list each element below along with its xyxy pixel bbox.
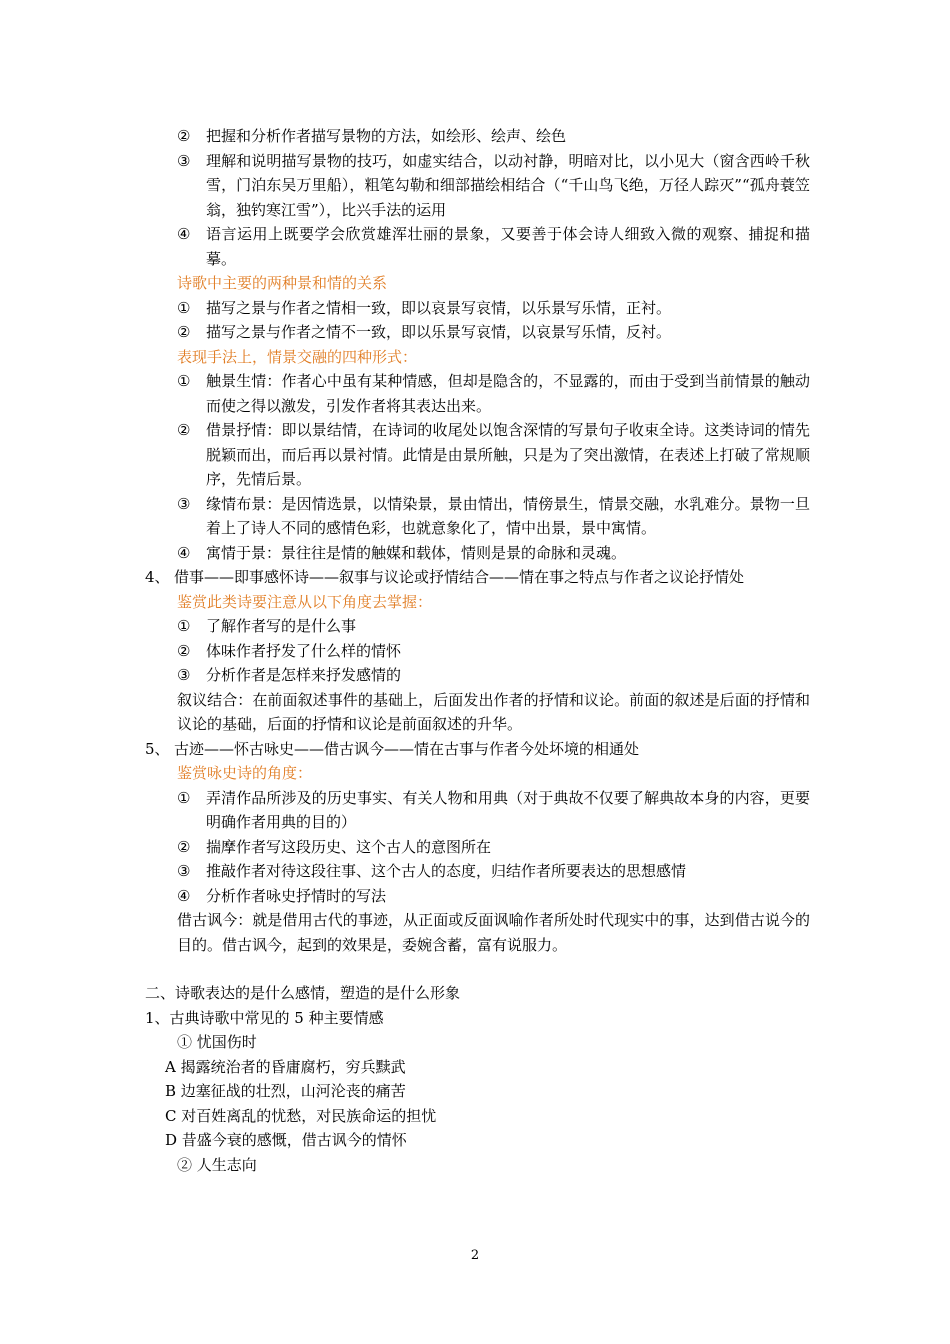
item-number: ②	[177, 641, 191, 660]
item-text: 寓情于景：景往往是情的触媒和载体，情则是景的命脉和灵魂。	[206, 543, 627, 562]
section-title: 借事——即事感怀诗——叙事与议论或抒情结合——情在事之特点与作者之议论抒情处	[174, 568, 745, 586]
item-text: 推敲作者对待这段往事、这个古人的态度，归结作者所要表达的思想感情	[206, 862, 687, 880]
list-item	[145, 614, 810, 639]
section-number: 5、	[145, 739, 170, 758]
list-item	[145, 492, 810, 541]
letter-item: A 揭露统治者的昏庸腐朽，穷兵黩武	[165, 1057, 406, 1076]
letter-item: D 昔盛今衰的感慨，借古讽今的情怀	[165, 1131, 407, 1149]
item-text: 触景生情：作者心中虽有某种情感，但却是隐含的，不显露的，而由于受到当前情景的触动而使之得以激发，引发作者将其表达出来。	[206, 372, 810, 415]
list-item	[145, 320, 810, 345]
letter-item: C 对百姓离乱的忧愁，对民族命运的担忧	[165, 1106, 437, 1125]
item-number: ④	[177, 225, 191, 243]
list-item	[145, 149, 810, 223]
item-text: 揣摩作者写这段历史、这个古人的意图所在	[206, 837, 492, 856]
item-text: 描写之景与作者之情相一致，即以哀景写哀情，以乐景写乐情，正衬。	[206, 298, 672, 317]
item-number: ③	[177, 862, 191, 880]
item-text: 体味作者抒发了什么样的情怀	[206, 641, 402, 660]
page-content	[145, 124, 810, 1177]
item-number: ②	[177, 421, 191, 439]
list-item	[145, 296, 810, 321]
item-text: 理解和说明描写景物的技巧，如虚实结合，以动衬静，明暗对比，以小见大（窗含西岭千秋雪，门泊东吴万里船），粗笔勾勒和细部描绘相结合（“千山鸟飞绝，万径人踪灭”“孤舟蓑笠翁，独钓寒江雪”），比兴手法的运用	[206, 151, 810, 219]
page-number: 2	[470, 1248, 480, 1263]
subheading-scene-emotion-relation: 诗歌中主要的两种景和情的关系	[177, 274, 388, 292]
item-text: 借景抒情：即以景结情，在诗词的收尾处以饱含深情的写景句子收束全诗。这类诗词的情先脱颖而出，而后再以景衬情。此情是由景所触，只是为了突出激情，在表述上打破了常规顺序，先情后景。	[206, 421, 810, 488]
item-number: ③	[177, 494, 191, 513]
list-item	[145, 663, 810, 688]
item-number: ④	[177, 543, 191, 562]
subheading-history-poems: 鉴赏咏史诗的角度：	[177, 764, 313, 782]
list-item	[145, 639, 810, 664]
section-title: 古迹——怀古咏史——借古讽今——情在古事与作者今处坏境的相通处	[174, 739, 640, 758]
list-item	[145, 369, 810, 418]
list-item	[145, 124, 810, 149]
category-title: ① 忧国伤时	[177, 1033, 257, 1051]
item-number: ①	[177, 372, 191, 390]
subsection-title: 1、古典诗歌中常见的 5 种主要情感	[145, 1008, 384, 1027]
item-number: ②	[177, 127, 191, 145]
subheading-four-forms: 表现手法上，情景交融的四种形式：	[177, 347, 418, 366]
letter-item: B 边塞征战的壮烈，山河沦丧的痛苦	[165, 1082, 406, 1100]
subheading-appreciation: 鉴赏此类诗要注意从以下角度去掌握：	[177, 592, 433, 611]
section-number: 4、	[145, 568, 170, 586]
section-title-2: 二、诗歌表达的是什么感情，塑造的是什么形象	[145, 984, 461, 1002]
item-number: ②	[177, 323, 191, 341]
item-number: ③	[177, 151, 191, 170]
category-title: ② 人生志向	[177, 1155, 257, 1174]
list-item	[145, 835, 810, 860]
item-text: 描写之景与作者之情不一致，即以乐景写哀情，以哀景写乐情，反衬。	[206, 323, 672, 341]
item-number: ②	[177, 837, 191, 856]
list-item	[145, 418, 810, 492]
section-item-5	[145, 737, 810, 762]
list-item	[145, 884, 810, 909]
section-item-4	[145, 565, 810, 590]
item-text: 弄清作品所涉及的历史事实、有关人物和用典（对于典故不仅要了解典故本身的内容，更要明确作者用典的目的）	[206, 788, 810, 831]
list-item	[145, 541, 810, 566]
item-number: ①	[177, 617, 191, 635]
item-text: 分析作者咏史抒情时的写法	[206, 886, 387, 905]
item-text: 了解作者写的是什么事	[206, 617, 357, 635]
item-number: ③	[177, 666, 191, 684]
list-item	[145, 222, 810, 271]
list-item	[145, 786, 810, 835]
item-text: 缘情布景：是因情选景，以情染景，景由情出，情傍景生，情景交融，水乳难分。景物一旦着上了诗人不同的感情色彩，也就意象化了，情中出景，景中寓情。	[206, 494, 810, 537]
item-number: ④	[177, 886, 191, 905]
item-number: ①	[177, 788, 191, 807]
item-text: 语言运用上既要学会欣赏雄浑壮丽的景象，又要善于体会诗人细致入微的观察、捕捉和描摹。	[206, 225, 810, 268]
item-number: ①	[177, 298, 191, 317]
item-text: 分析作者是怎样来抒发感情的	[206, 666, 402, 684]
item-text: 把握和分析作者描写景物的方法，如绘形、绘声、绘色	[206, 127, 567, 145]
list-item	[145, 859, 810, 884]
paragraph: 叙议结合：在前面叙述事件的基础上，后面发出作者的抒情和议论。前面的叙述是后面的抒情和议论的基础，后面的抒情和议论是前面叙述的升华。	[177, 690, 810, 733]
paragraph: 借古讽今：就是借用古代的事迹，从正面或反面讽喻作者所处时代现实中的事，达到借古说今的目的。借古讽今，起到的效果是，委婉含蓄，富有说服力。	[177, 911, 810, 954]
